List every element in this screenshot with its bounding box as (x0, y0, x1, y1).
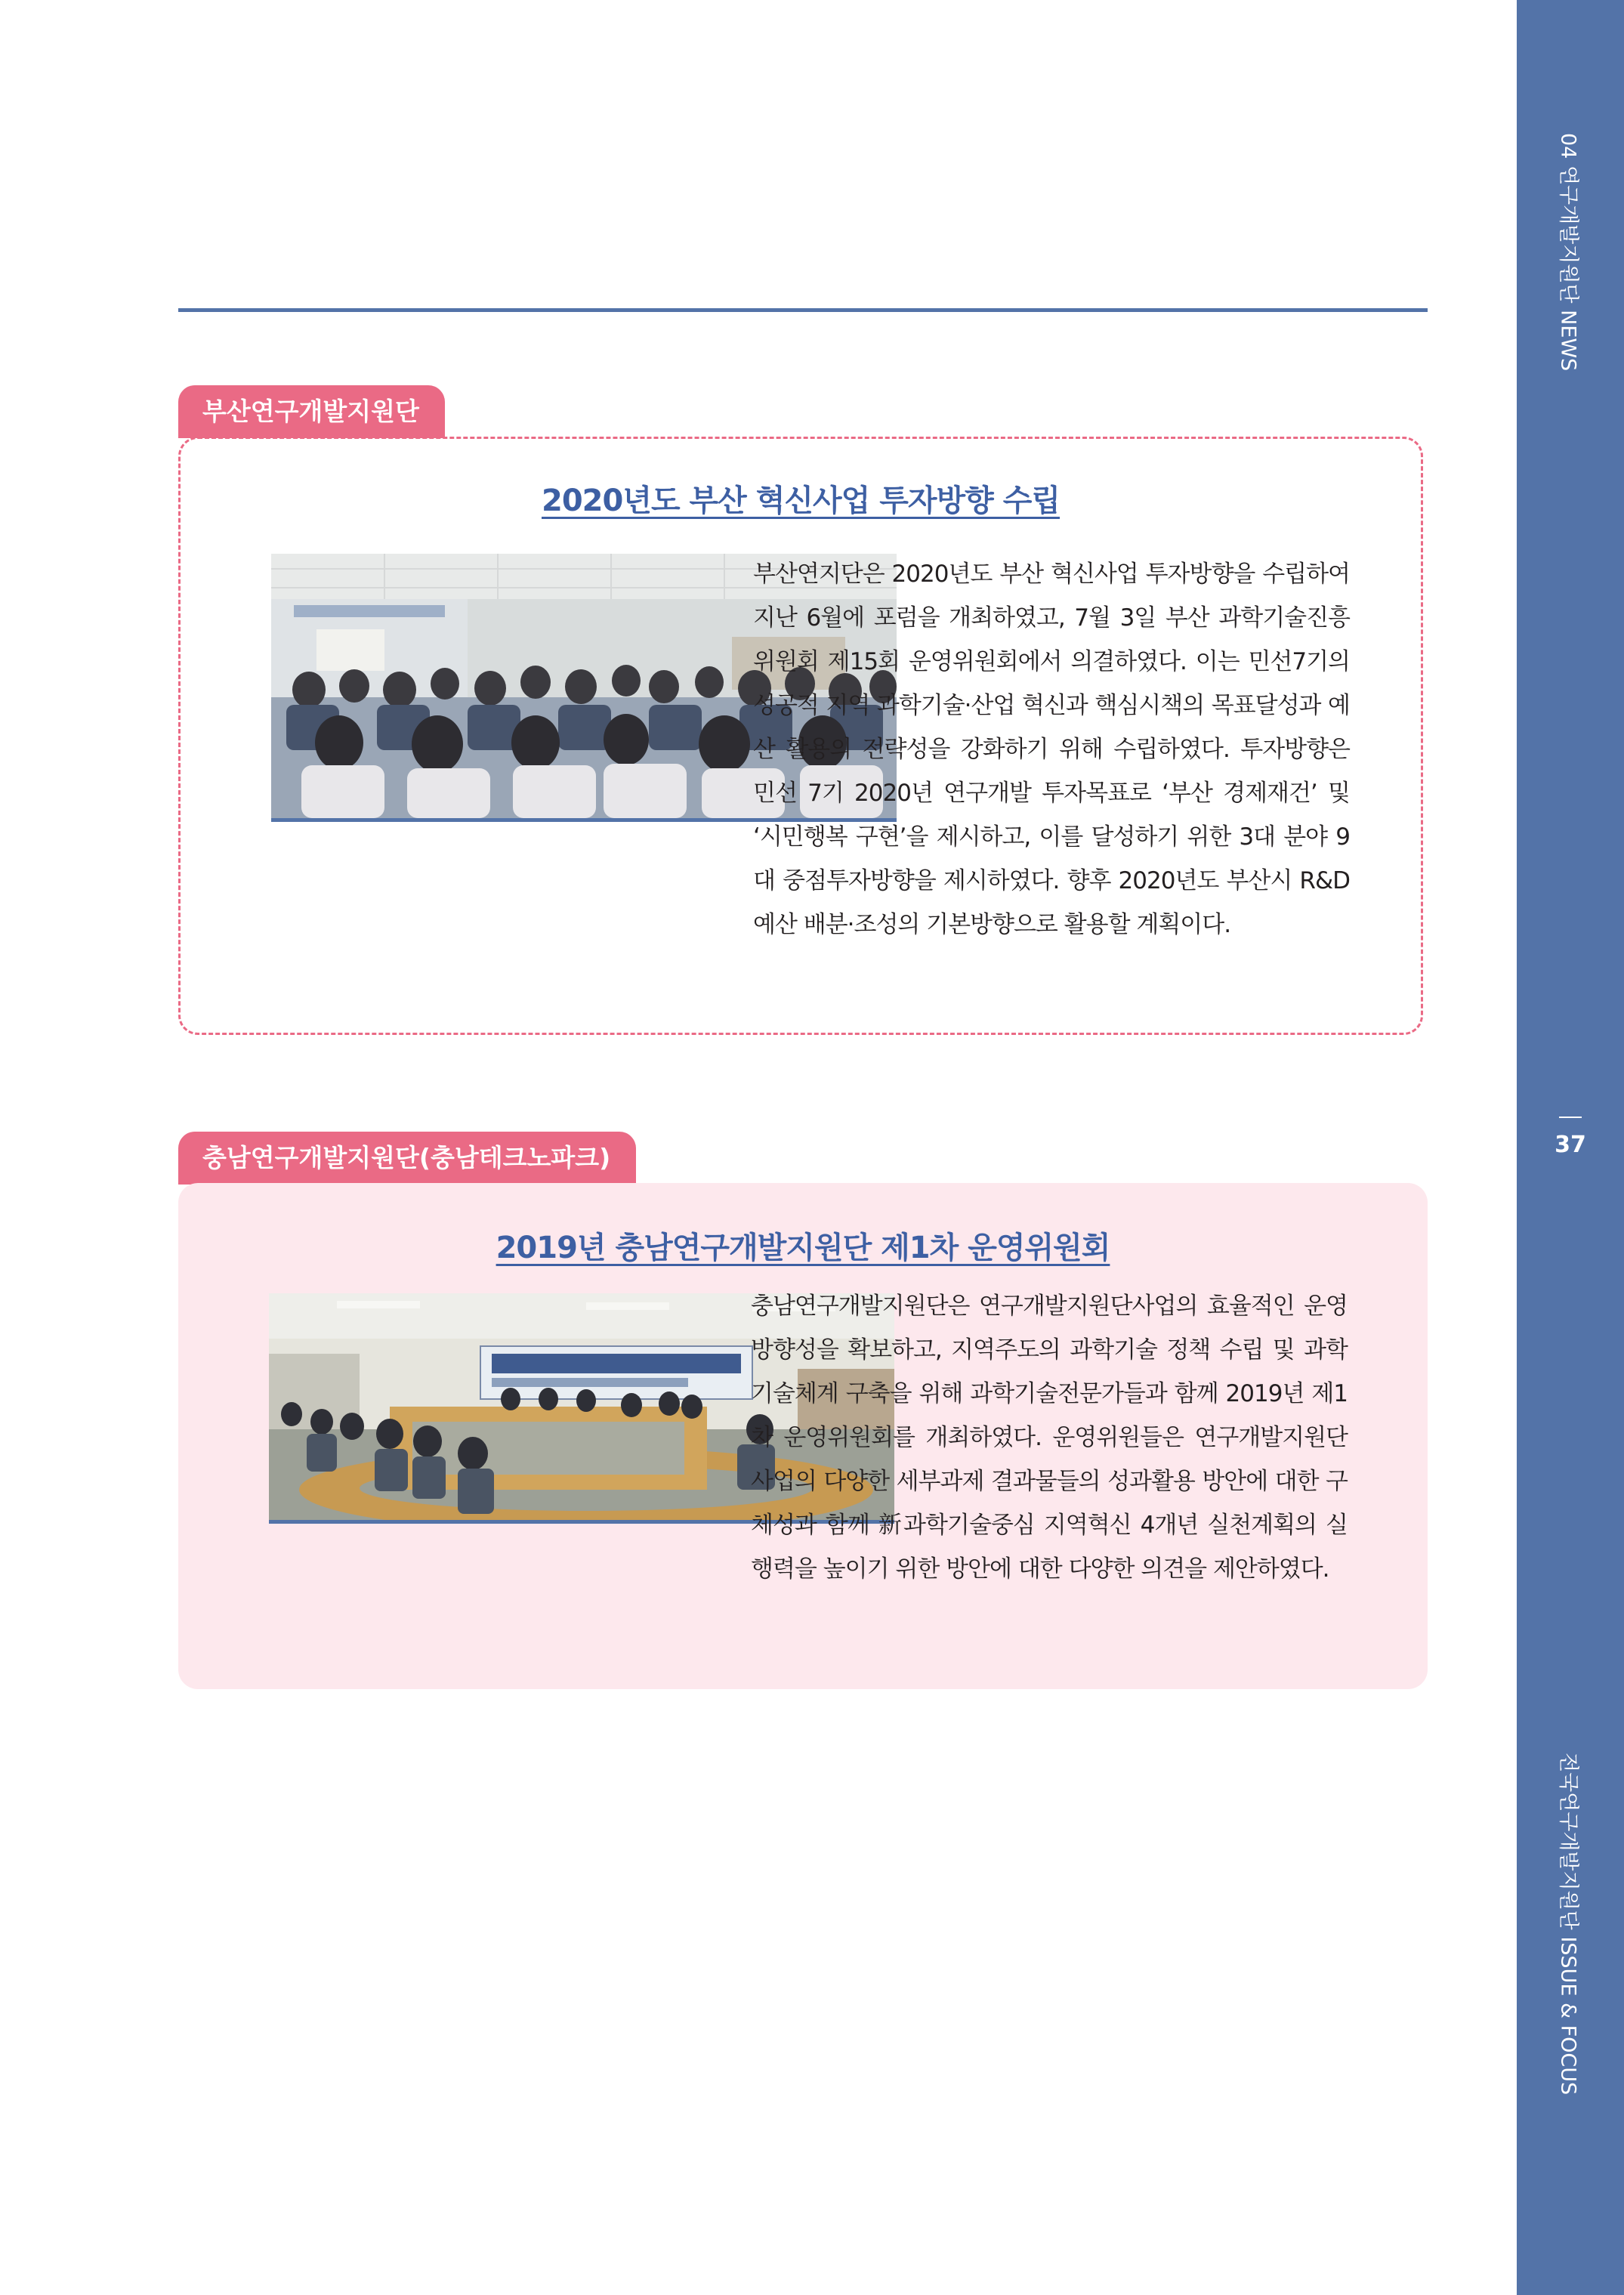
article-body: 부산연지단은 2020년도 부산 혁신사업 투자방향을 수립하여 지난 6월에 포럼을 개최하였고, 7월 3일 부산 과학기술진흥위원회 제15회 운영위원회에서 의결하였다. 이는 민선7기의 성공적 지역 과학기술·산업 혁신과 핵심시책의 목표달성과 예산 활용의 전략성을 강화하기 위해 수립하였다. 투자방향은 민선 7기 2020년 연구개발 투자목표로 ‘부산 경제재건’ 및 ‘시민행복 구현’을 제시하고, 이를 달성하기 위한 3대 분야 9대 중점투자방향을 제시하였다. 향후 2020년도 부산시 R&D 예산 배분·조성의 기본방향으로 활용할 계획이다. (753, 561, 1350, 938)
article-title-text: 2019년 충남연구개발지원단 제1차 운영위원회 (496, 1231, 1110, 1265)
sidebar-section-label: 04 연구개발지원단 NEWS (1556, 133, 1580, 372)
article-box-chungnam (178, 1183, 1428, 1689)
article-box-busan (178, 437, 1423, 1035)
article-title-text: 2020년도 부산 혁신사업 투자방향 수립 (542, 483, 1060, 518)
sidebar-publication-label: 전국연구개발지원단 ISSUE & FOCUS (1556, 1753, 1580, 2096)
section-tag-busan: 부산연구개발지원단 (178, 385, 445, 438)
top-divider (178, 308, 1428, 312)
page-number-rule (1559, 1117, 1582, 1118)
sidebar (1517, 0, 1624, 2295)
page-number: 37 (1555, 1132, 1586, 1158)
article-title (178, 1224, 1428, 1267)
article-body: 충남연구개발지원단은 연구개발지원단사업의 효율적인 운영 방향성을 확보하고, 지역주도의 과학기술 정책 수립 및 과학기술체계 구축을 위해 과학기술전문가들과 함께 2019년 제1차 운영위원회를 개최하였다. 운영위원들은 연구개발지원단 사업의 다양한 세부과제 결과물들의 성과활용 방안에 대한 구체성과 함께 新과학기술중심 지역혁신 4개년 실천계획의 실행력을 높이기 위한 방안에 대한 다양한 의견을 제안하였다. (751, 1293, 1348, 1583)
section-tag-chungnam: 충남연구개발지원단(충남테크노파크) (178, 1132, 636, 1185)
article-title (181, 477, 1421, 520)
